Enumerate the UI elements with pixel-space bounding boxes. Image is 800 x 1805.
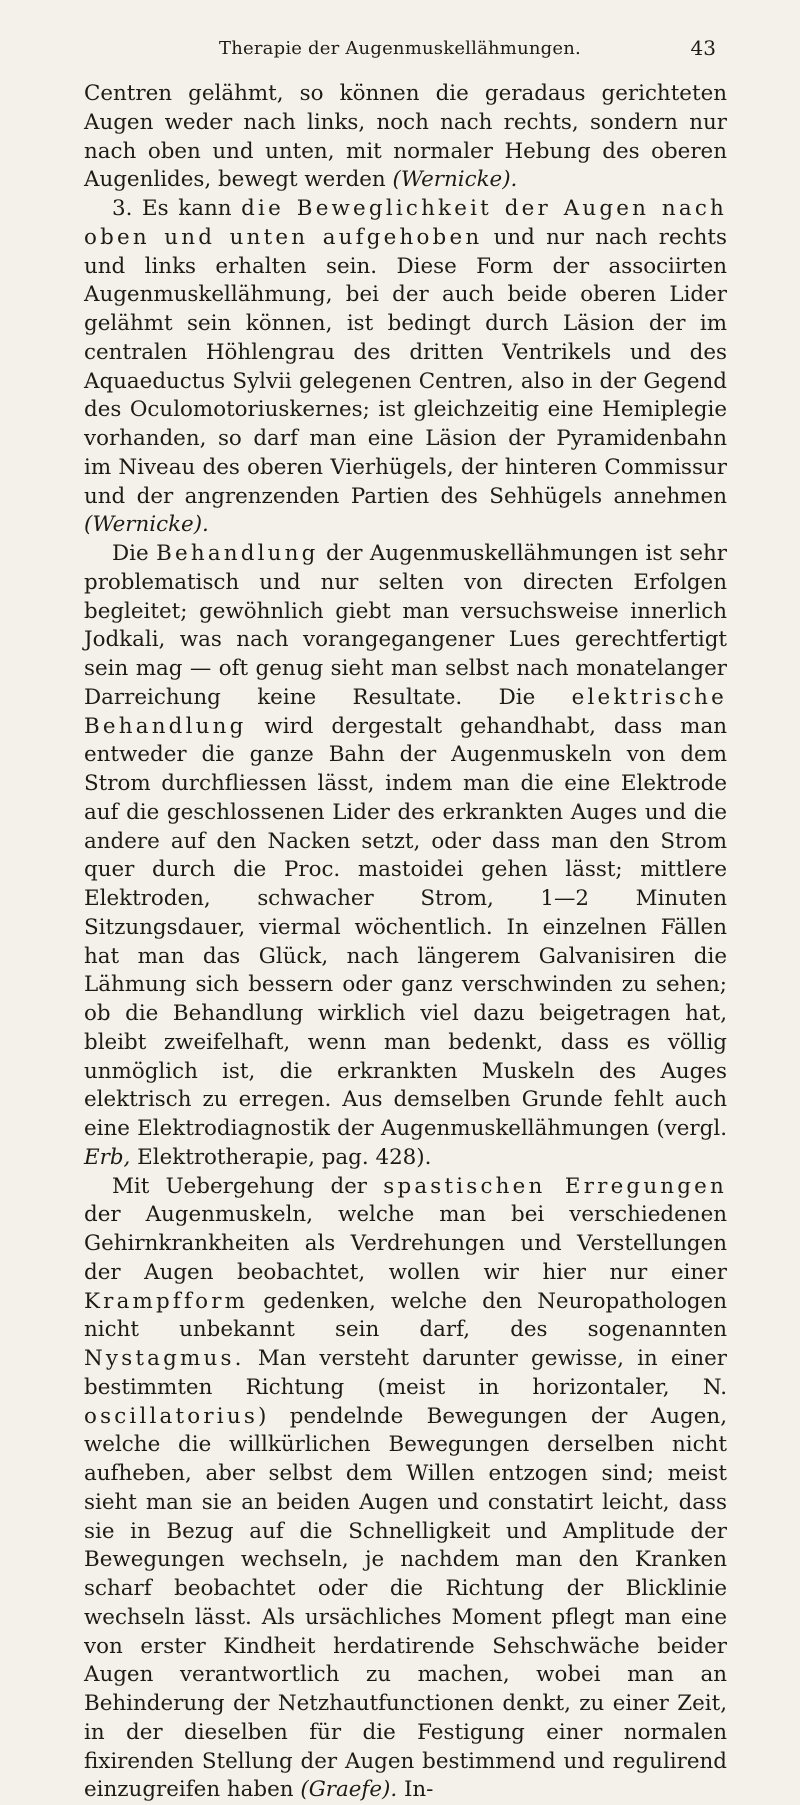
text-run: ) pendelnde Bewegungen der Augen, welche die willkürlichen Bewegungen derselben nicht aufheben, aber selbst dem Willen entzogen sind; meist sieht man sie an beiden Augen und constatirt leicht, dass sie in Bezug auf die Schnelligkeit und Amplitude der Bewegungen wechseln, je nachdem man den Kranken scharf beobachtet oder die Richtung der Blicklinie wechseln lässt. Als ursächliches Moment pflegt man eine von erster Kindheit herdatirende Sehschwäche beider Augen verantwortlich zu machen, wobei man an Behinderung der Netzhautfunctionen denkt, zu einer Zeit, in der dieselben für die Festigung einer normalen fixirenden Stellung der Augen bestimmend und regulirend einzugreifen haben (84, 1404, 727, 1803)
running-head: Therapie der Augenmuskellähmungen. (84, 38, 716, 59)
paragraph-behandlung (84, 540, 727, 1173)
page-header (84, 38, 716, 68)
text-run: Die (112, 541, 156, 566)
text-run: der Augenmuskeln, welche man bei verschiedenen Gehirnkrankheiten als Verdrehungen und Verstellungen der Augen beobachtet, wollen wir hier nur einer (84, 1202, 727, 1285)
paragraph-nystagmus (84, 1173, 727, 1805)
text-run: oscillatorius (84, 1404, 258, 1429)
text-run: (Wernicke). (84, 512, 209, 537)
text-run: Behandlung (156, 541, 318, 566)
text-run: (Wernicke). (393, 167, 518, 192)
text-run: Erb, (84, 1145, 130, 1170)
body-text (84, 80, 727, 1805)
text-run: In- (397, 1777, 433, 1802)
text-run: die Beweglichkeit der Augen nach oben und unten aufgehoben (84, 196, 727, 250)
text-run: Man versteht darunter gewisse, in einer bestimmten Richtung (meist in horizontaler, N. (84, 1346, 727, 1400)
text-run: gedenken, welche den Neuropathologen nicht unbekannt sein darf, des sogenannten (84, 1289, 727, 1343)
text-run: spastischen Erregungen (383, 1174, 727, 1199)
text-run: (Graefe). (300, 1777, 397, 1802)
text-run: und nur nach rechts und links erhalten sein. Diese Form der associirten Augenmuskellähmung, bei der auch beide oberen Lider gelähmt sein können, ist bedingt durch Läsion der im centralen Höhlengrau des dritten Ventrikels und des Aquaeductus Sylvii gelegenen Centren, also in der Gegend des Oculomotoriuskernes; ist gleichzeitig eine Hemiplegie vorhanden, so darf man eine Läsion der Pyramidenbahn im Niveau des oberen Vierhügels, der hinteren Commissur und der angrenzenden Partien des Sehhügels annehmen (84, 225, 727, 509)
text-run: Elektrotherapie, pag. 428). (130, 1145, 431, 1170)
text-run: Mit Uebergehung der (112, 1174, 383, 1199)
paragraph-continuation (84, 80, 727, 195)
text-run: Nystagmus. (84, 1346, 245, 1371)
text-run: 3. Es kann (112, 196, 241, 221)
text-run: Centren gelähmt, so können die geradaus gerichteten Augen weder nach links, noch nach rechts, sondern nur nach oben und unten, mit normaler Hebung des oberen Augenlides, bewegt werden (84, 81, 727, 192)
text-run: elektrische Behandlung (84, 685, 727, 739)
text-run: wird dergestalt gehandhabt, dass man entweder die ganze Bahn der Augenmuskeln von dem Strom durchfliessen lässt, indem man die eine Elektrode auf die geschlossenen Lider des erkrankten Auges und die andere auf den Nacken setzt, oder dass man den Strom quer durch die Proc. mastoidei gehen lässt; mittlere Elektroden, schwacher Strom, 1—2 Minuten Sitzungsdauer, viermal wöchentlich. In einzelnen Fällen hat man das Glück, nach längerem Galvanisiren die Lähmung sich bessern oder ganz verschwinden zu sehen; ob die Behandlung wirklich viel dazu beigetragen hat, bleibt zweifelhaft, wenn man bedenkt, dass es völlig unmöglich ist, die erkrankten Muskeln des Auges elektrisch zu erregen. Aus demselben Grunde fehlt auch eine Elektrodiagnostik der Augenmuskellähmungen (vergl. (84, 714, 727, 1142)
paragraph-point-3 (84, 195, 727, 540)
text-run: Krampfform (84, 1289, 248, 1314)
page-number: 43 (691, 36, 716, 60)
text-run: der Augenmuskellähmungen ist sehr problematisch und nur selten von directen Erfolgen begleitet; gewöhnlich giebt man versuchsweise innerlich Jodkali, was nach vorangegangener Lues gerechtfertigt sein mag — oft genug sieht man selbst nach monatelanger Darreichung keine Resultate. Die (84, 541, 727, 710)
